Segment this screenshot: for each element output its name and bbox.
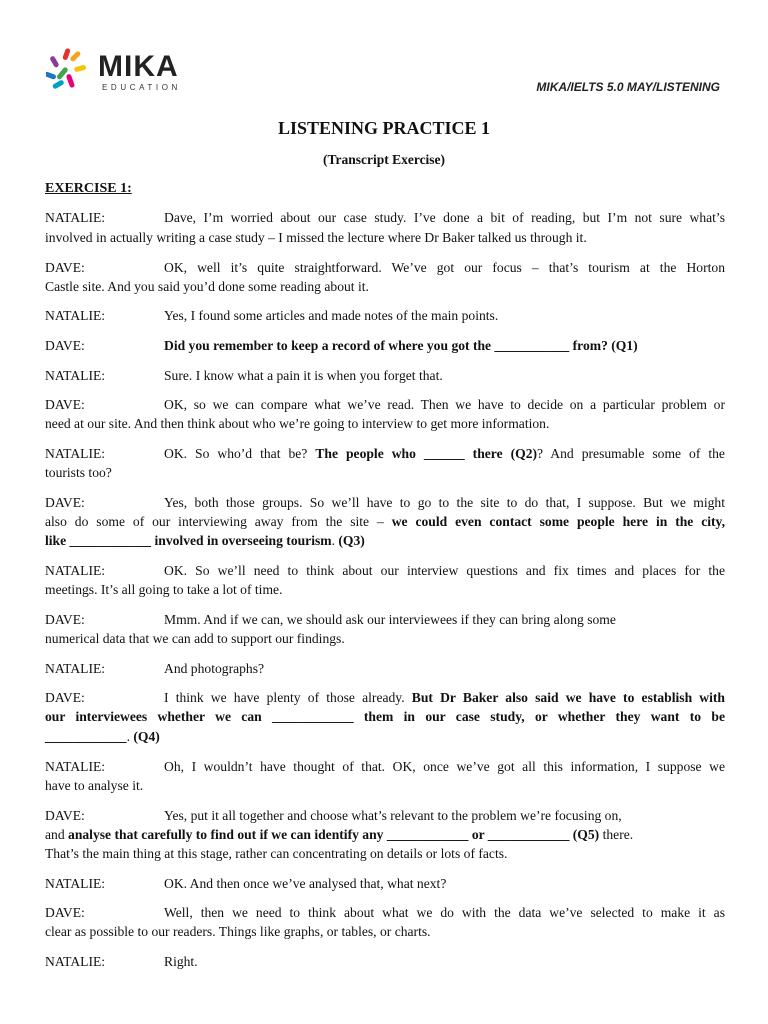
question-q4-text: ____________ xyxy=(45,729,127,744)
transcript-line xyxy=(45,228,725,247)
utterance-text: Sure. I know what a pain it is when you forget that. xyxy=(164,368,443,383)
transcript-line xyxy=(45,336,725,355)
question-q4-text: our interviewees whether we can ____________ them in our case study, or whether they want to be xyxy=(45,709,725,724)
utterance-text: have to analyse it. xyxy=(45,778,144,793)
utterance-text: clear as possible to our readers. Things like graphs, or tables, or charts. xyxy=(45,924,431,939)
utterance-text: Castle site. And you said you’d done some reading about it. xyxy=(45,279,369,294)
transcript-line xyxy=(45,806,725,825)
question-q2: The people who ______ there (Q2) xyxy=(315,446,538,461)
utterance-text: Yes, both those groups. So we’ll have to go to the site to do that, I suppose. But we might xyxy=(164,495,725,510)
transcript-line xyxy=(45,561,725,580)
speaker-label: DAVE: xyxy=(45,495,85,510)
utterance-text: numerical data that we can add to support our findings. xyxy=(45,631,345,646)
utterance-text: . xyxy=(331,533,339,548)
speaker-label: NATALIE: xyxy=(45,759,106,774)
question-q4-label: (Q4) xyxy=(133,729,160,744)
utterance-text: OK. And then once we’ve analysed that, what next? xyxy=(164,876,447,891)
utterance-text: OK. So who’d that be? xyxy=(164,446,316,461)
transcript-line xyxy=(45,208,725,227)
utterance-text: Oh, I wouldn’t have thought of that. OK, once we’ve got all this information, I suppose we xyxy=(164,759,725,774)
utterance-text: Right. xyxy=(164,954,198,969)
transcript-line xyxy=(45,366,725,385)
transcript-line xyxy=(45,825,725,844)
question-q5: analyse that carefully to find out if we can identify any ____________ or ____________ (Q5) xyxy=(68,827,600,842)
transcript-line xyxy=(45,776,725,795)
speaker-label: NATALIE: xyxy=(45,308,106,323)
transcript-line xyxy=(45,277,725,296)
transcript-line xyxy=(45,306,725,325)
logo-subtitle: EDUCATION xyxy=(102,83,181,92)
transcript-line xyxy=(45,659,725,678)
transcript-line xyxy=(45,444,725,463)
utterance-text: OK. So we’ll need to think about our interview questions and fix times and places for the xyxy=(164,563,725,578)
speaker-label: DAVE: xyxy=(45,808,85,823)
transcript-line xyxy=(45,952,725,971)
exercise-heading: EXERCISE 1: xyxy=(45,181,132,196)
transcript-line xyxy=(45,727,725,746)
question-q3-label: (Q3) xyxy=(338,533,365,548)
transcript-line xyxy=(45,414,725,433)
transcript-line xyxy=(45,629,725,648)
question-q4-text: But Dr Baker also said we have to establish with xyxy=(411,690,725,705)
utterance-text: OK, well it’s quite straightforward. We’ve got our focus – that’s tourism at the Horton xyxy=(164,260,725,275)
transcript-line xyxy=(45,258,725,277)
transcript-line xyxy=(45,874,725,893)
transcript-line xyxy=(45,531,725,550)
utterance-text: tourists too? xyxy=(45,465,112,480)
utterance-text: Yes, I found some articles and made notes of the main points. xyxy=(164,308,499,323)
speaker-label: NATALIE: xyxy=(45,368,106,383)
page-title: LISTENING PRACTICE 1 xyxy=(277,118,491,138)
speaker-label: DAVE: xyxy=(45,690,85,705)
utterance-text: there. xyxy=(599,827,634,842)
page-subtitle: (Transcript Exercise) xyxy=(322,152,446,167)
speaker-label: NATALIE: xyxy=(45,661,106,676)
utterance-text: involved in actually writing a case study – I missed the lecture where Dr Baker talked us through it. xyxy=(45,230,587,245)
utterance-text: . xyxy=(126,729,134,744)
utterance-text: need at our site. And then think about who we’re going to interview to get more information. xyxy=(45,416,550,431)
transcript-line xyxy=(45,922,725,941)
transcript-line xyxy=(45,903,725,922)
utterance-text: meetings. It’s all going to take a lot of time. xyxy=(45,582,283,597)
question-q3-text: like ____________ involved in overseeing tourism xyxy=(45,533,332,548)
transcript-line xyxy=(45,757,725,776)
transcript-line xyxy=(45,395,725,414)
mika-logo-mark-icon xyxy=(46,46,96,94)
speaker-label: NATALIE: xyxy=(45,210,106,225)
mika-logo xyxy=(46,44,186,94)
speaker-label: DAVE: xyxy=(45,338,85,353)
transcript-line xyxy=(45,707,725,726)
speaker-label: NATALIE: xyxy=(45,446,106,461)
utterance-text: Yes, put it all together and choose what’s relevant to the problem we’re focusing on, xyxy=(164,808,622,823)
logo-wordmark: MIKA xyxy=(98,50,179,83)
transcript-line xyxy=(45,844,725,863)
utterance-text: That’s the main thing at this stage, rather can concentrating on details or lots of facts. xyxy=(45,846,508,861)
speaker-label: DAVE: xyxy=(45,905,85,920)
page-header xyxy=(0,0,768,110)
transcript-line xyxy=(45,688,725,707)
utterance-text: And photographs? xyxy=(164,661,265,676)
speaker-label: DAVE: xyxy=(45,612,85,627)
question-q3-text: we could even contact some people here in the city, xyxy=(391,514,725,529)
utterance-text: ? And presumable some of the xyxy=(537,446,725,461)
transcript-line xyxy=(45,610,725,629)
speaker-label: DAVE: xyxy=(45,397,85,412)
document-code: MIKA/IELTS 5.0 MAY/LISTENING xyxy=(536,80,720,94)
utterance-text: Dave, I’m worried about our case study. I’ve done a bit of reading, but I’m not sure what’s xyxy=(164,210,725,225)
transcript-line xyxy=(45,463,725,482)
utterance-text: Well, then we need to think about what we do with the data we’ve selected to make it as xyxy=(164,905,725,920)
utterance-text: and xyxy=(45,827,69,842)
speaker-label: NATALIE: xyxy=(45,954,106,969)
speaker-label: DAVE: xyxy=(45,260,85,275)
utterance-text: I think we have plenty of those already. xyxy=(164,690,412,705)
question-q1: Did you remember to keep a record of where you got the ___________ from? (Q1) xyxy=(164,338,638,353)
speaker-label: NATALIE: xyxy=(45,563,106,578)
utterance-text: Mmm. And if we can, we should ask our interviewees if they can bring along some xyxy=(164,612,616,627)
transcript-line xyxy=(45,580,725,599)
transcript-line xyxy=(45,512,725,531)
transcript-line xyxy=(45,493,725,512)
utterance-text: OK, so we can compare what we’ve read. Then we have to decide on a particular problem or xyxy=(164,397,725,412)
speaker-label: NATALIE: xyxy=(45,876,106,891)
utterance-text: also do some of our interviewing away from the site – xyxy=(45,514,392,529)
